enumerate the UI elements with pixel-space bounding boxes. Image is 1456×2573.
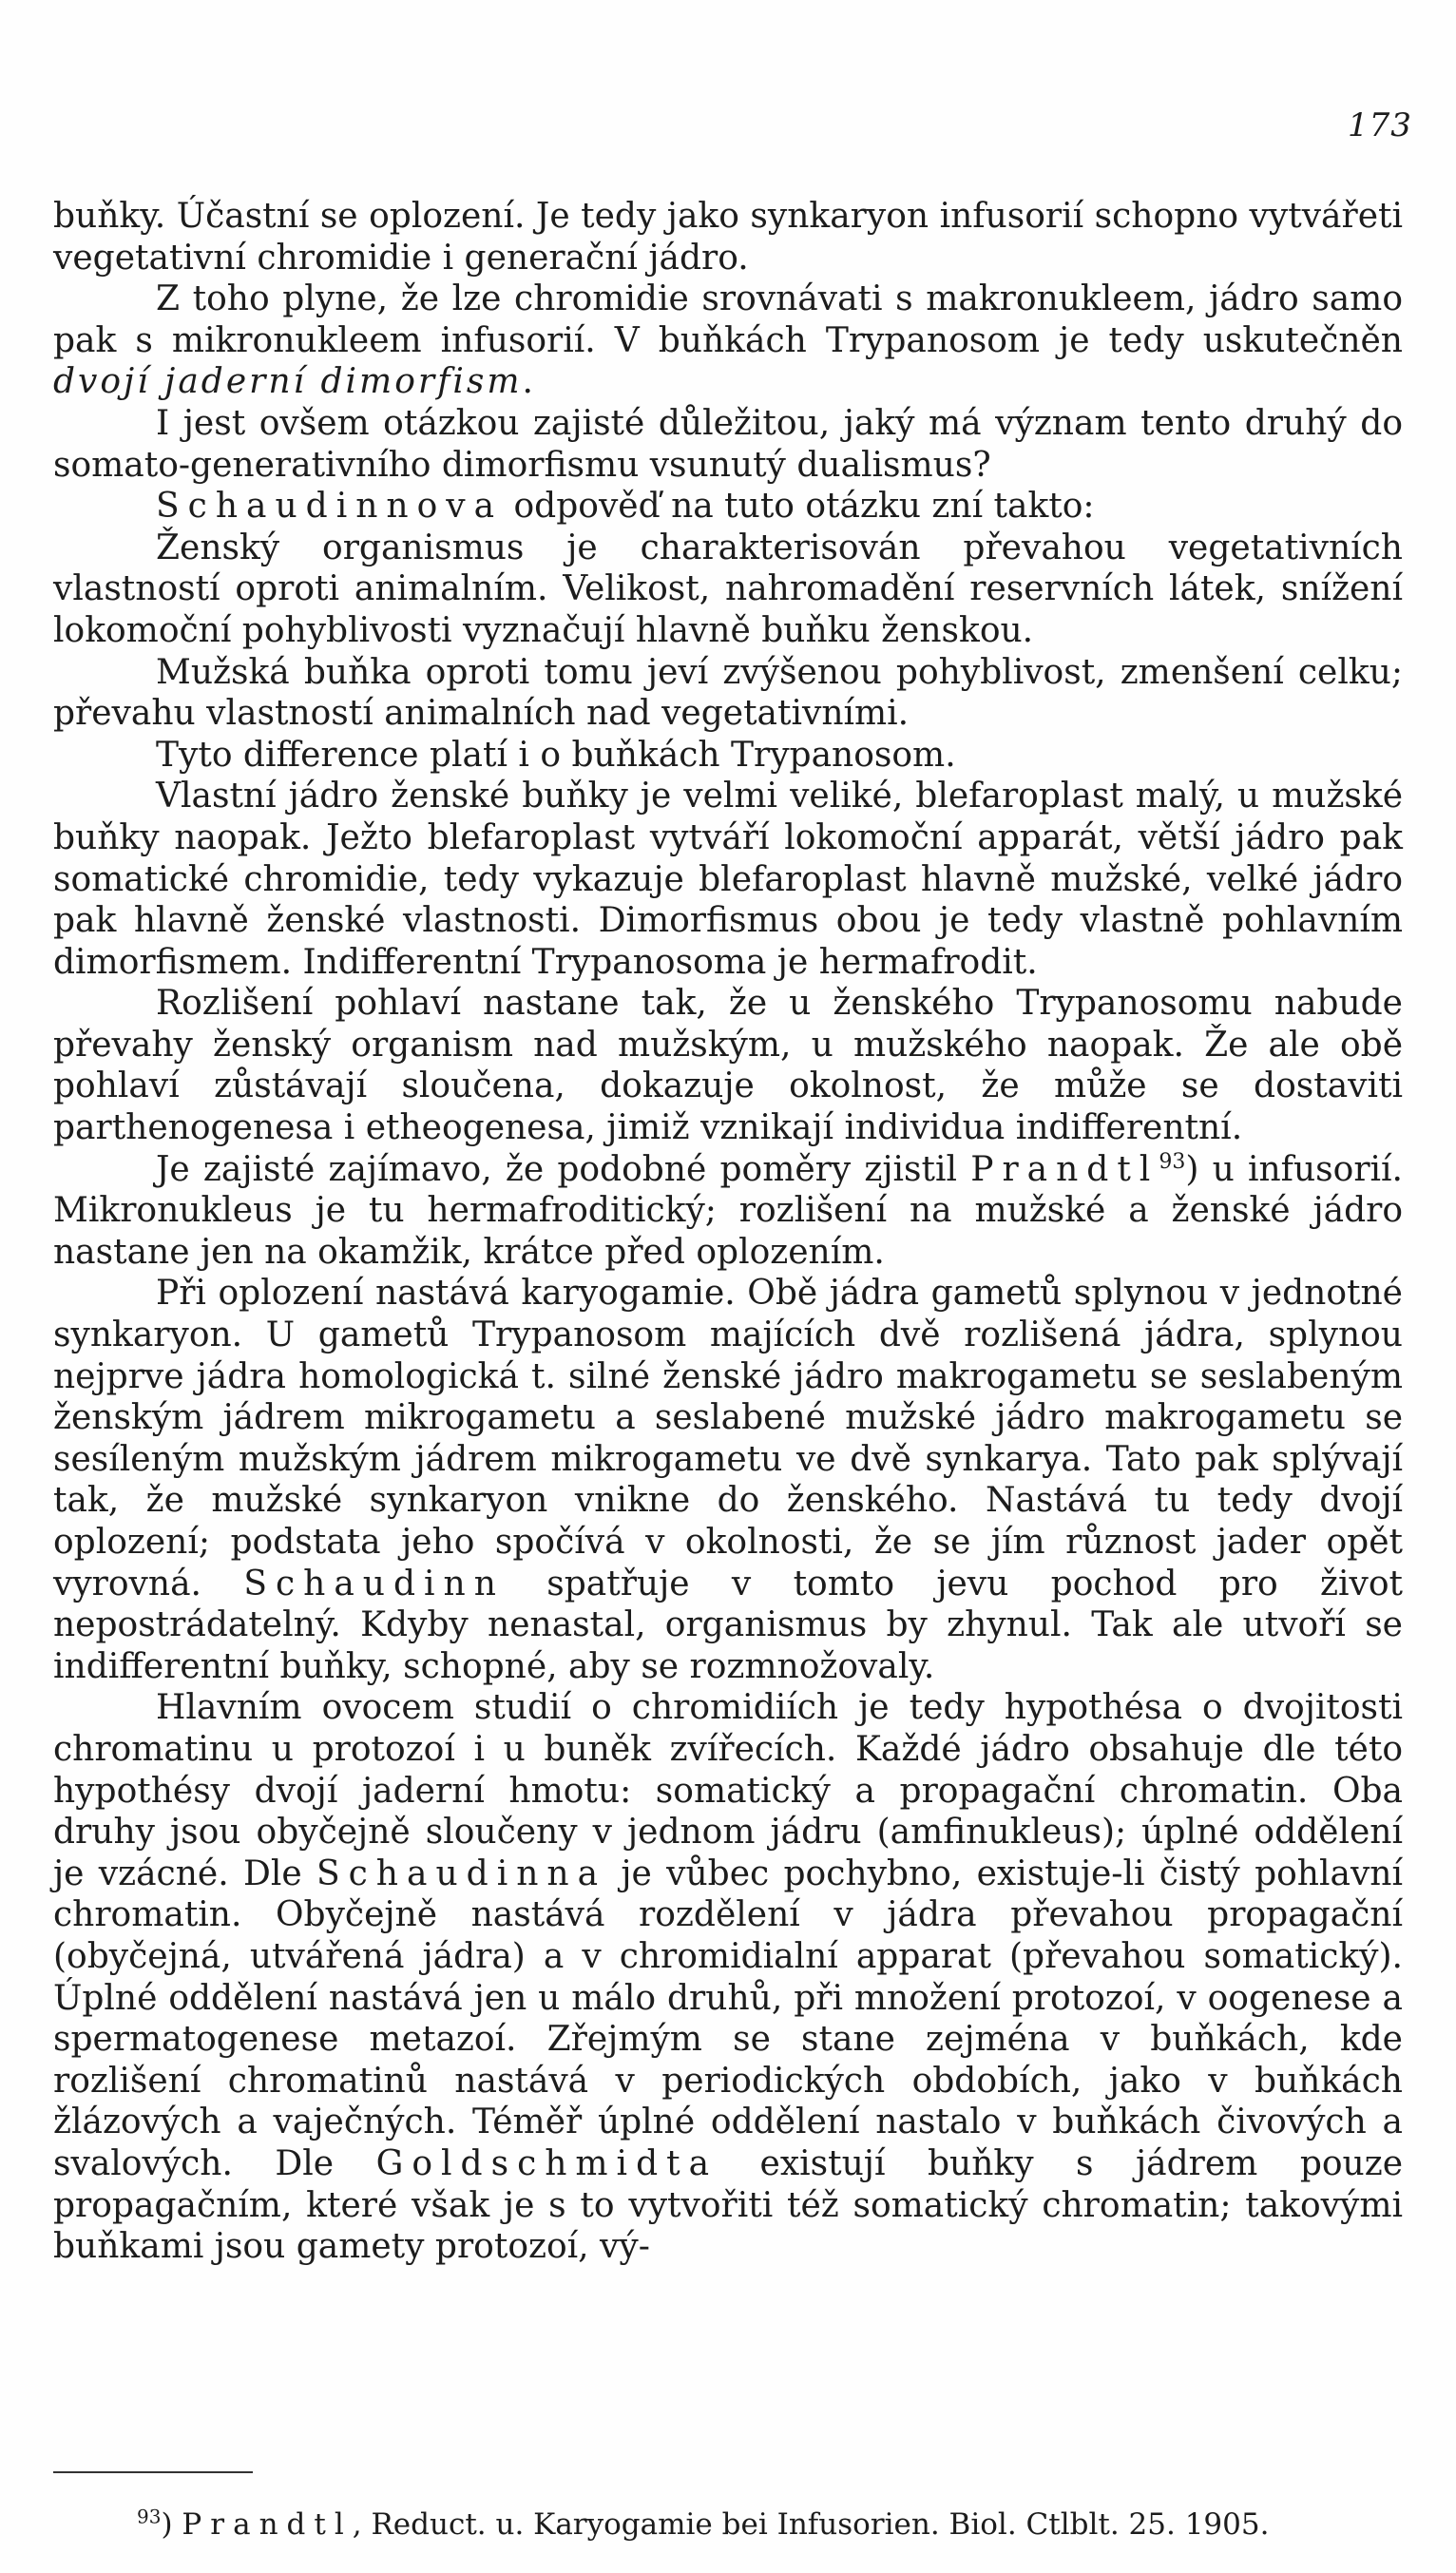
paragraph-4 [53,486,1403,528]
text-run: Při oplození nastává karyogamie. Obě jádra gametů splynou v jednotné synkaryon. U gametů Trypanosom majících dvě rozlišená jádra, splynou nejprve jádra homologická t. silné ženské jádro makrogametu se seslabeným ženským jádrem mikrogametu a seslabené mužské jádro makrogametu se sesíleným mužským jádrem mikrogametu ve dvě synkarya. Tato pak splývají tak, že mužské synkaryon vnikne do ženského. Nastává tu tedy dvojí oplození; podstata jeho spočívá v okolnosti, že se jím různost jader opět vyrovná. [53,1274,1403,1603]
paragraph-6 [53,652,1403,735]
text-run: existují buňky s jádrem pouze propagačním, které však je s to vytvořiti též somatický chromatin; takovými buňkami jsou gamety protozoí, vý- [53,2143,1403,2267]
text-run: ) u infusorií. Mikronukleus je tu hermafroditický; rozlišení na mužské a ženské jádro nastane jen na okamžik, krátce před oplozením. [53,1149,1403,1272]
footnote-text: , Reduct. u. Karyogamie bei Infusorien. Biol. Ctlblt. 25. 1905. [352,2507,1270,2542]
paragraph-10 [53,1149,1403,1274]
text-run: I jest ovšem otázkou zajisté důležitou, jaký má význam tento druhý do somato-generativního dimorfismu vsunutý dualismus? [53,403,1403,485]
paragraph-9 [53,983,1403,1148]
author-name: Schaudinna [316,1853,607,1893]
text-run: Ženský organismus je charakterisován převahou vegetativních vlastností oproti animalním. Velikost, nahromadění reservních látek, snížení lokomoční pohyblivosti vyznačují hlavně buňku ženskou. [53,528,1403,650]
paragraph-12 [53,1687,1403,2267]
text-run: Hlavním ovocem studií o chromidiích je tedy hypothésa o dvojitosti chromatinu u protozoí i u buněk zvířecích. Každé jádro obsahuje dle této hypothésy dvojí jaderní hmotu: somatický a propagační chromatin. Oba druhy jsou obyčejně sloučeny v jednom jádru (amfinukleus); úplné oddělení je vzácné. Dle [53,1688,1403,1893]
text-run: Tyto difference platí i o buňkách Trypanosom. [156,735,956,775]
emphasized-term: dvojí jaderní dimorfism [53,362,523,402]
paragraph-5 [53,528,1403,652]
text-run: Rozlišení pohlaví nastane tak, že u ženského Trypanosomu nabude převahy ženský organism nad mužským, u mužského naopak. Že ale obě pohlaví zůstávají sloučena, dokazuje okolnost, že může se dostaviti parthenogenesa i etheogenesa, jimiž vznikají individua indifferentní. [53,984,1403,1148]
text-run: Z toho plyne, že lze chromidie srovnávati s makronukleem, jádro samo pak s mikronukleem infusorií. V buňkách Trypanosom je tedy uskutečněn [53,279,1403,360]
text-run: Vlastní jádro ženské buňky je velmi veliké, blefaroplast malý, u mužské buňky naopak. Ježto blefaroplast vytváří lokomoční apparát, větší jádro pak somatické chromidie, tedy vykazuje blefaroplast hlavně mužské, velké jádro pak hlavně ženské vlastnosti. Dimorfismus obou je tedy vlastně pohlavním dimorfismem. Indifferentní Trypanosoma je hermafrodit. [53,777,1403,982]
text-run: spatřuje v tomto jevu pochod pro život nepostrádatelný. Kdyby nenastal, organismus by zhynul. Tak ale utvoří se indifferentní buňky, schopné, aby se rozmnožovaly. [53,1564,1403,1686]
paragraph-3 [53,403,1403,486]
author-name: Prandtl [970,1149,1159,1189]
paragraph-11 [53,1273,1403,1687]
paragraph-2 [53,278,1403,403]
footnote-marker: 93 [137,2505,162,2528]
paragraph-1 [53,196,1403,278]
body-text [53,196,1403,2268]
page-number: 173 [1348,106,1412,144]
text-run: Je zajisté zajímavo, že podobné poměry zjistil [156,1149,971,1189]
author-name: Schaudinn [243,1564,505,1603]
text-run: odpověď na tuto otázku zní takto: [503,487,1095,527]
text-run: Mužská buňka oproti tomu jeví zvýšenou pohyblivost, zmenšení celku; převahu vlastností animalních nad vegetativními. [53,652,1403,734]
text-run: je vůbec pochybno, existuje-li čistý pohlavní chromatin. Obyčejně nastává rozdělení v jádra převahou propagační (obyčejná, utvářená jádra) a v chromidialní apparat (převahou somatický). Úplné oddělení nastává jen u málo druhů, při množení protozoí, v oogenese a spermatogenese metazoí. Zřejmým se stane zejména v buňkách, kde rozlišení chromatinů nastává v periodických obdobích, jako v buňkách žlázových a vaječných. Téměř úplné oddělení nastalo v buňkách čivových a svalových. Dle [53,1853,1404,2183]
footnote-author: Prandtl [182,2507,353,2542]
footnote [53,2506,1403,2544]
text-run: buňky. Účastní se oplození. Je tedy jako synkaryon infusorií schopno vytvářeti vegetativní chromidie i generační jádro. [53,197,1403,278]
paragraph-8 [53,776,1403,983]
footnote-text: ) [161,2507,182,2542]
paragraph-7 [53,735,1403,777]
author-name: Schaudinnova [156,487,504,527]
text-run: . [522,362,533,402]
footnote-reference[interactable]: 93 [1159,1149,1186,1174]
author-name: Goldschmidta [375,2143,718,2183]
footnote-divider [53,2471,253,2473]
